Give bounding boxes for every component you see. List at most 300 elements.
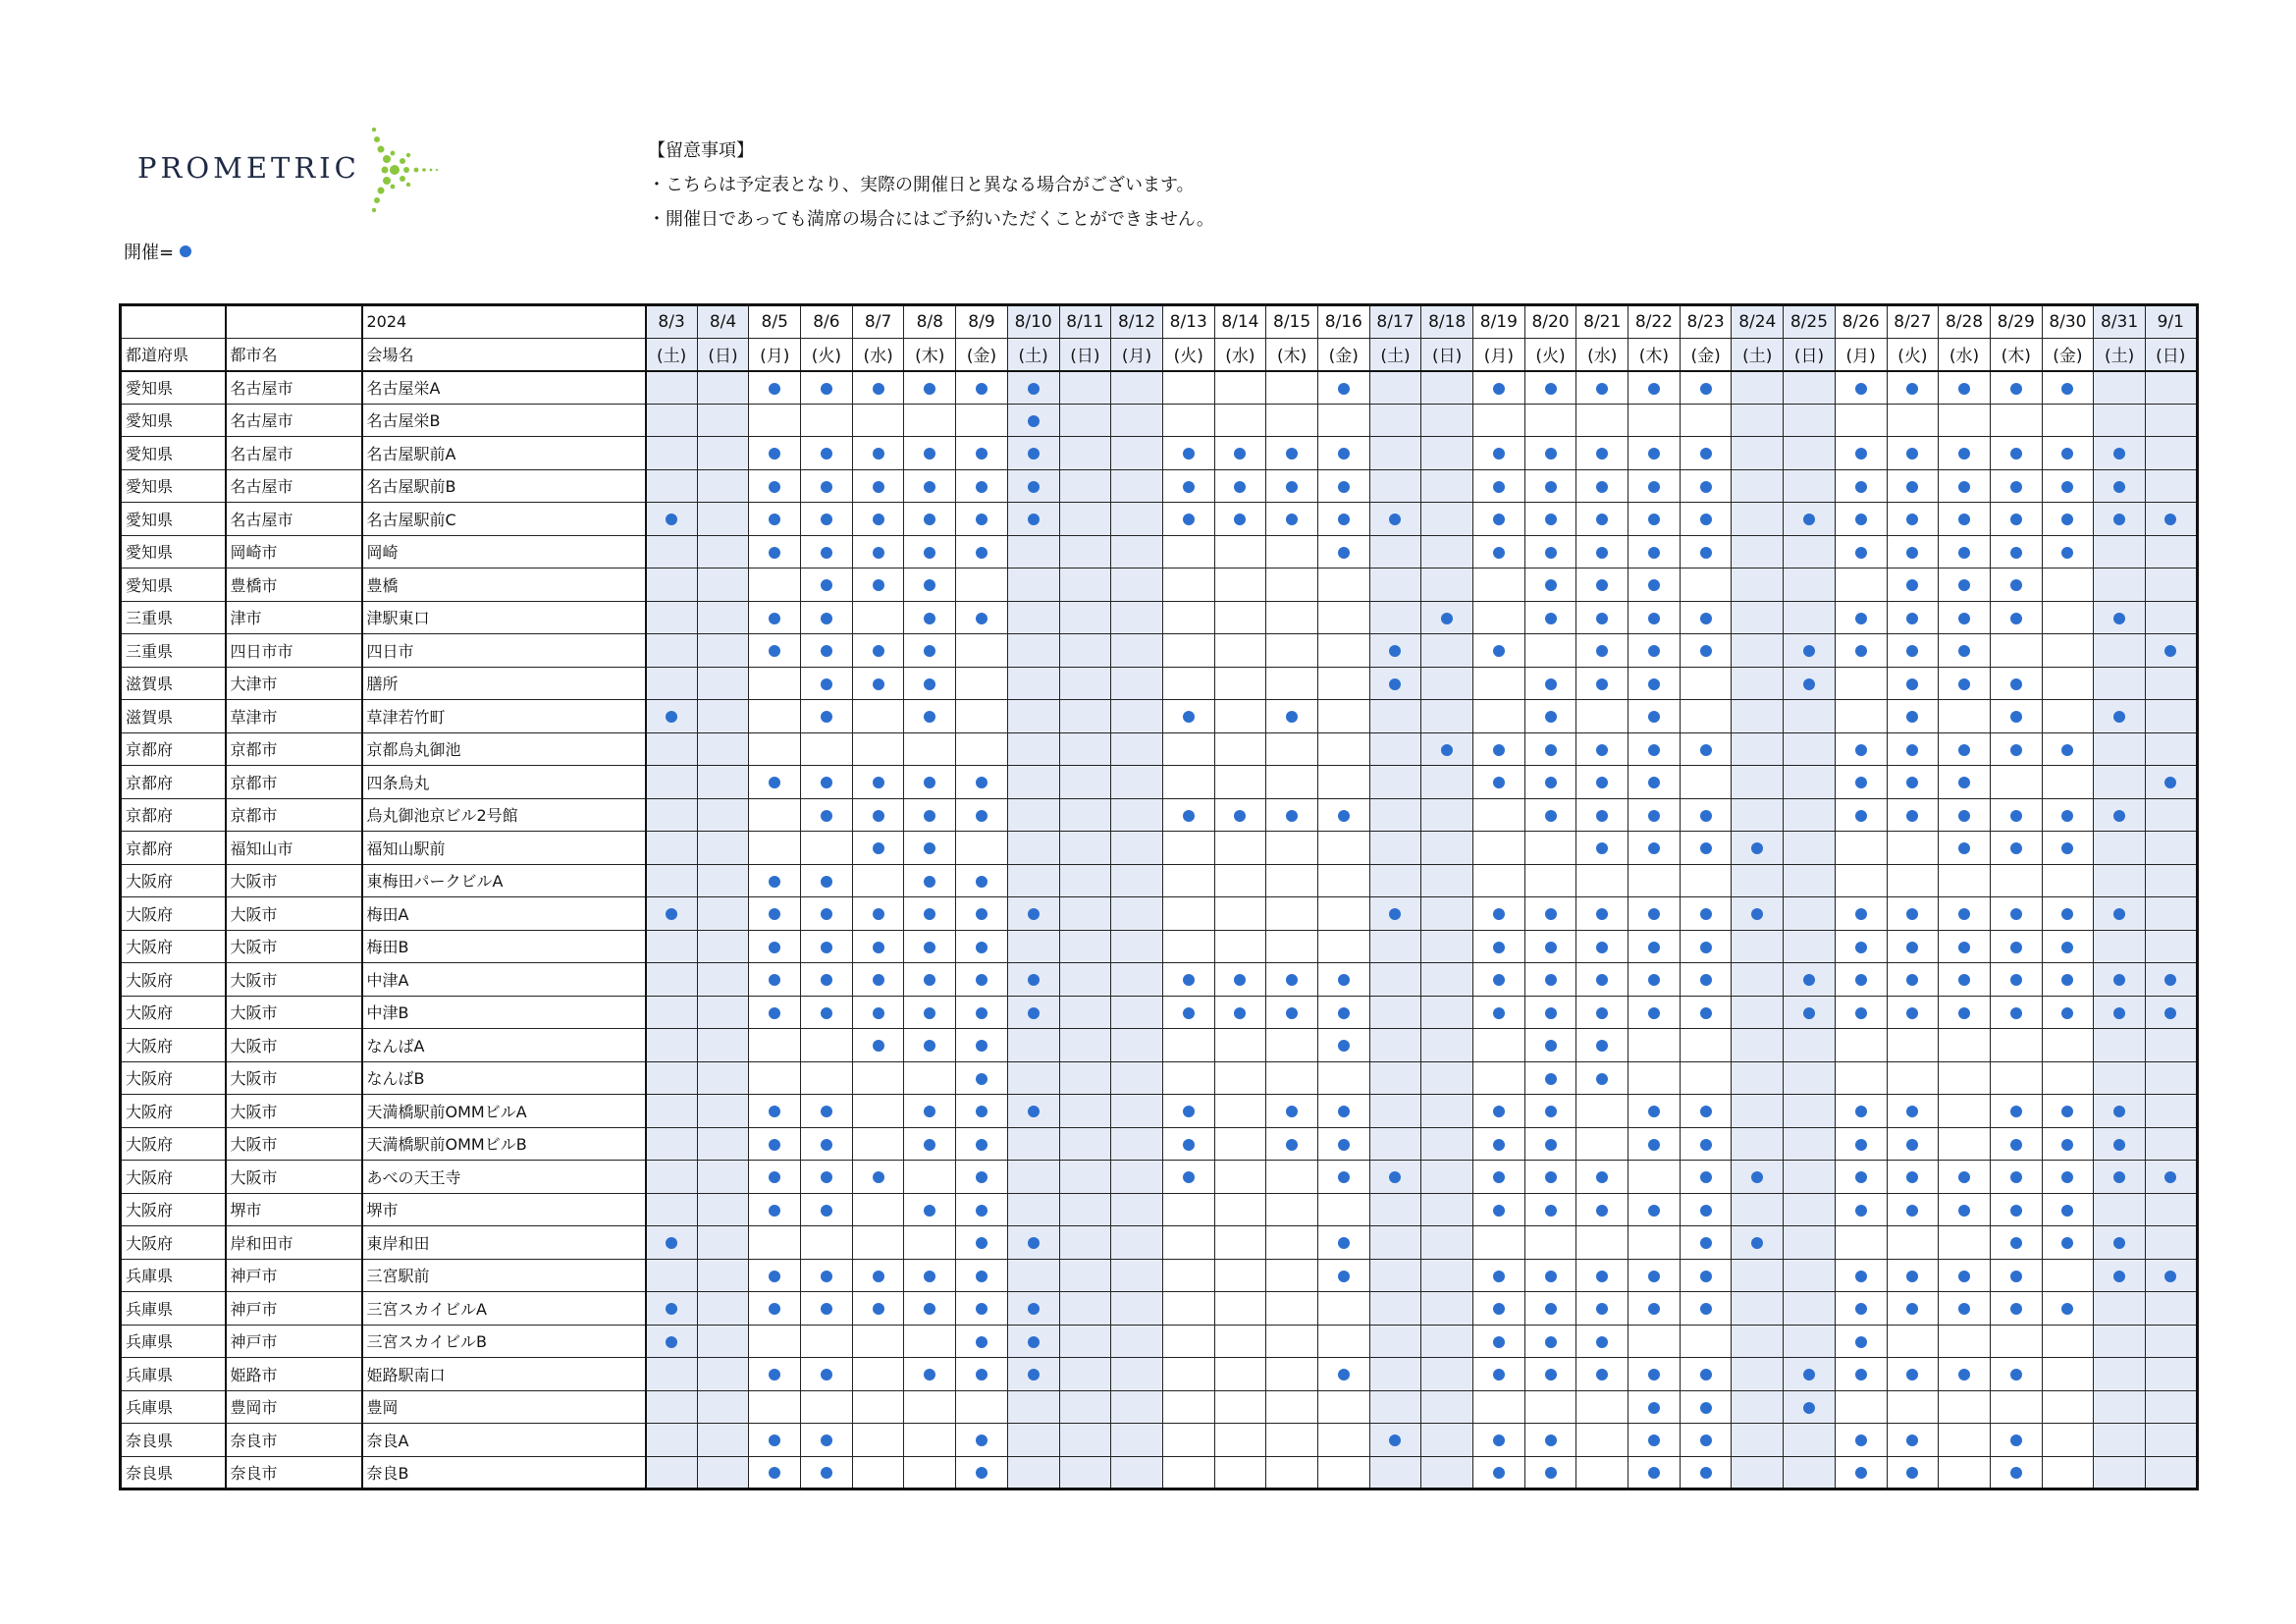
schedule-cell [956, 700, 1008, 733]
schedule-cell [1317, 1292, 1369, 1326]
schedule-cell [1266, 1424, 1318, 1457]
held-mark-icon [2061, 514, 2073, 525]
venue-cell: 津駅東口 [362, 601, 646, 634]
prefecture-cell: 奈良県 [121, 1424, 226, 1457]
header-weekday: (日) [1421, 338, 1473, 371]
held-mark-icon [1493, 547, 1505, 559]
schedule-cell [2145, 1095, 2197, 1128]
schedule-cell [1007, 469, 1059, 503]
schedule-cell [1680, 1095, 1732, 1128]
held-mark-icon [924, 908, 935, 920]
held-mark-icon [976, 448, 988, 460]
venue-cell: 四条烏丸 [362, 766, 646, 799]
held-mark-icon [1751, 842, 1763, 854]
schedule-cell [1421, 1424, 1473, 1457]
schedule-cell [1473, 535, 1525, 568]
schedule-cell [1266, 930, 1318, 963]
held-mark-icon [769, 1467, 780, 1479]
legend [124, 239, 191, 264]
schedule-cell [1059, 798, 1111, 832]
held-mark-icon [1596, 579, 1608, 591]
held-mark-icon [1751, 1237, 1763, 1249]
held-mark-icon [1389, 908, 1401, 920]
schedule-cell [1629, 1061, 1681, 1095]
schedule-cell [1990, 897, 2042, 931]
schedule-cell [1939, 1292, 1991, 1326]
schedule-cell [1111, 963, 1163, 997]
held-mark-icon [924, 1205, 935, 1217]
schedule-cell [1162, 1259, 1214, 1292]
prefecture-cell: 大阪府 [121, 864, 226, 897]
held-mark-icon [1906, 678, 1918, 690]
schedule-cell [2042, 832, 2094, 865]
schedule-cell [904, 1424, 956, 1457]
schedule-cell [1369, 996, 1421, 1029]
schedule-cell [1629, 930, 1681, 963]
held-mark-icon [1286, 1007, 1298, 1019]
schedule-cell [852, 864, 904, 897]
city-cell: 岸和田市 [226, 1226, 362, 1260]
schedule-cell [1473, 766, 1525, 799]
schedule-cell [1732, 1029, 1784, 1062]
schedule-cell [1369, 864, 1421, 897]
held-mark-icon [2061, 810, 2073, 822]
schedule-cell [1317, 1226, 1369, 1260]
city-cell: 大阪市 [226, 1161, 362, 1194]
schedule-cell [801, 930, 853, 963]
schedule-cell [2094, 1095, 2146, 1128]
header-date: 8/20 [1524, 305, 1576, 339]
schedule-cell [1576, 469, 1629, 503]
venue-cell: 福知山駅前 [362, 832, 646, 865]
held-mark-icon [1700, 481, 1712, 493]
held-mark-icon [1958, 1303, 1970, 1315]
held-mark-icon [2010, 942, 2022, 953]
schedule-cell [2094, 897, 2146, 931]
table-row [121, 1226, 2198, 1260]
schedule-cell [1524, 996, 1576, 1029]
schedule-cell [904, 732, 956, 766]
schedule-cell [1214, 700, 1266, 733]
held-mark-icon [2010, 613, 2022, 624]
held-mark-icon [1958, 645, 1970, 657]
header-weekday: (木) [1990, 338, 2042, 371]
schedule-cell [2145, 601, 2197, 634]
city-cell: 津市 [226, 601, 362, 634]
held-mark-icon [1906, 1435, 1918, 1446]
schedule-cell [1680, 1325, 1732, 1358]
schedule-cell [1629, 371, 1681, 405]
schedule-cell [1214, 535, 1266, 568]
schedule-cell [1784, 1095, 1836, 1128]
schedule-cell [1990, 766, 2042, 799]
schedule-cell [1576, 832, 1629, 865]
schedule-cell [646, 1390, 698, 1424]
schedule-cell [1007, 700, 1059, 733]
schedule-cell [2145, 996, 2197, 1029]
schedule-cell [1473, 798, 1525, 832]
schedule-cell [697, 963, 749, 997]
prefecture-cell: 大阪府 [121, 1095, 226, 1128]
schedule-cell [801, 732, 853, 766]
schedule-cell [956, 996, 1008, 1029]
schedule-cell [1990, 1029, 2042, 1062]
schedule-cell [956, 535, 1008, 568]
schedule-cell [1369, 930, 1421, 963]
held-mark-icon [873, 1271, 884, 1282]
schedule-cell [1680, 1061, 1732, 1095]
header-date: 8/16 [1317, 305, 1369, 339]
schedule-cell [1317, 535, 1369, 568]
held-mark-icon [666, 1303, 677, 1315]
held-mark-icon [2010, 481, 2022, 493]
schedule-cell [1784, 437, 1836, 470]
schedule-cell [1629, 1095, 1681, 1128]
held-mark-icon [924, 777, 935, 788]
schedule-cell [1732, 963, 1784, 997]
schedule-cell [1473, 371, 1525, 405]
held-mark-icon [1545, 711, 1557, 723]
schedule-cell [1732, 1193, 1784, 1226]
schedule-cell [1939, 601, 1991, 634]
held-mark-icon [1545, 974, 1557, 986]
held-mark-icon [1545, 1271, 1557, 1282]
prefecture-cell: 愛知県 [121, 437, 226, 470]
held-mark-icon [924, 1303, 935, 1315]
held-mark-icon [1648, 1467, 1660, 1479]
held-mark-icon [1958, 547, 1970, 559]
schedule-cell [904, 1226, 956, 1260]
schedule-cell [1266, 1259, 1318, 1292]
schedule-cell [1835, 437, 1887, 470]
held-mark-icon [1648, 645, 1660, 657]
schedule-cell [697, 1259, 749, 1292]
schedule-cell [1421, 798, 1473, 832]
schedule-cell [801, 503, 853, 536]
city-cell: 名古屋市 [226, 469, 362, 503]
schedule-cell [749, 667, 801, 700]
held-mark-icon [976, 1467, 988, 1479]
schedule-cell [749, 1029, 801, 1062]
schedule-cell [1732, 1325, 1784, 1358]
schedule-cell [1369, 1061, 1421, 1095]
schedule-cell [2042, 601, 2094, 634]
schedule-cell [2042, 535, 2094, 568]
held-mark-icon [1648, 1007, 1660, 1019]
schedule-cell [1680, 601, 1732, 634]
schedule-cell [1007, 1259, 1059, 1292]
held-mark-icon [2010, 547, 2022, 559]
schedule-cell [801, 568, 853, 602]
city-cell: 大阪市 [226, 1029, 362, 1062]
held-mark-icon [1700, 613, 1712, 624]
table-row [121, 1292, 2198, 1326]
held-mark-icon [1855, 1205, 1867, 1217]
schedule-cell [1111, 1456, 1163, 1489]
header-weekday: (金) [1317, 338, 1369, 371]
header-weekday: (日) [1784, 338, 1836, 371]
schedule-cell [1939, 437, 1991, 470]
city-cell: 福知山市 [226, 832, 362, 865]
schedule-cell [956, 1424, 1008, 1457]
schedule-cell [1990, 1259, 2042, 1292]
venue-cell: なんばB [362, 1061, 646, 1095]
schedule-cell [1524, 930, 1576, 963]
schedule-cell [1524, 1358, 1576, 1391]
schedule-cell [1524, 864, 1576, 897]
held-mark-icon [976, 1369, 988, 1380]
schedule-cell [1266, 503, 1318, 536]
held-mark-icon [1234, 810, 1246, 822]
held-mark-icon [1545, 678, 1557, 690]
schedule-cell [1059, 404, 1111, 437]
held-mark-icon [2113, 974, 2125, 986]
schedule-cell [1576, 930, 1629, 963]
schedule-cell [1214, 864, 1266, 897]
schedule-cell [1111, 1226, 1163, 1260]
schedule-cell [2042, 667, 2094, 700]
schedule-cell [749, 1292, 801, 1326]
schedule-cell [1421, 1029, 1473, 1062]
held-mark-icon [1958, 777, 1970, 788]
table-row [121, 700, 2198, 733]
schedule-cell [2094, 1259, 2146, 1292]
schedule-cell [1524, 568, 1576, 602]
schedule-cell [904, 1259, 956, 1292]
schedule-cell [1007, 732, 1059, 766]
schedule-cell [1369, 535, 1421, 568]
held-mark-icon [873, 678, 884, 690]
schedule-cell [1990, 404, 2042, 437]
venue-cell: 天満橋駅前OMMビルB [362, 1127, 646, 1161]
held-mark-icon [924, 678, 935, 690]
held-mark-icon [1906, 1106, 1918, 1117]
schedule-cell [2042, 1325, 2094, 1358]
schedule-cell [1576, 1259, 1629, 1292]
schedule-cell [1266, 996, 1318, 1029]
held-mark-icon [821, 1205, 832, 1217]
held-mark-icon [1545, 1007, 1557, 1019]
schedule-cell [1007, 897, 1059, 931]
schedule-cell [1524, 766, 1576, 799]
schedule-cell [1369, 1456, 1421, 1489]
held-mark-icon [821, 1467, 832, 1479]
held-mark-icon [1958, 678, 1970, 690]
held-mark-icon [821, 777, 832, 788]
schedule-cell [1732, 1456, 1784, 1489]
schedule-cell [1111, 1193, 1163, 1226]
held-mark-icon [666, 1336, 677, 1348]
header-empty-cell [121, 305, 226, 339]
held-mark-icon [1700, 1271, 1712, 1282]
schedule-cell [1162, 1358, 1214, 1391]
held-mark-icon [1803, 1007, 1815, 1019]
held-mark-icon [1028, 1336, 1040, 1348]
schedule-cell [1887, 667, 1939, 700]
schedule-cell [2042, 568, 2094, 602]
schedule-cell [1835, 1325, 1887, 1358]
held-mark-icon [1596, 810, 1608, 822]
schedule-cell [1421, 930, 1473, 963]
held-mark-icon [1338, 383, 1350, 395]
held-mark-icon [924, 1040, 935, 1052]
schedule-cell [1732, 766, 1784, 799]
schedule-cell [1317, 371, 1369, 405]
held-mark-icon [924, 383, 935, 395]
header-date: 8/8 [904, 305, 956, 339]
schedule-cell [646, 469, 698, 503]
held-mark-icon [2010, 383, 2022, 395]
schedule-cell [1214, 1292, 1266, 1326]
held-mark-icon [769, 383, 780, 395]
schedule-cell [1214, 601, 1266, 634]
held-mark-icon [1648, 1106, 1660, 1117]
schedule-cell [801, 897, 853, 931]
schedule-cell [1524, 371, 1576, 405]
held-mark-icon [1906, 974, 1918, 986]
prefecture-cell: 大阪府 [121, 897, 226, 931]
table-row [121, 996, 2198, 1029]
schedule-cell [1214, 404, 1266, 437]
held-mark-icon [1648, 744, 1660, 756]
held-mark-icon [1906, 1303, 1918, 1315]
schedule-cell [1317, 1193, 1369, 1226]
schedule-cell [904, 1061, 956, 1095]
held-mark-icon [1906, 1467, 1918, 1479]
schedule-cell [1835, 996, 1887, 1029]
schedule-cell [1007, 634, 1059, 668]
schedule-cell [1266, 766, 1318, 799]
city-cell: 豊橋市 [226, 568, 362, 602]
schedule-cell [852, 404, 904, 437]
schedule-cell [1369, 832, 1421, 865]
schedule-cell [1835, 469, 1887, 503]
schedule-cell [1317, 1095, 1369, 1128]
schedule-cell [2094, 1325, 2146, 1358]
city-cell: 名古屋市 [226, 404, 362, 437]
schedule-cell [1576, 667, 1629, 700]
schedule-cell [1680, 1456, 1732, 1489]
schedule-cell [852, 535, 904, 568]
held-mark-icon [1389, 514, 1401, 525]
held-mark-icon [1906, 1171, 1918, 1183]
schedule-cell [1887, 897, 1939, 931]
schedule-cell [904, 897, 956, 931]
schedule-cell [1111, 437, 1163, 470]
held-mark-icon [1958, 1007, 1970, 1019]
schedule-cell [1317, 1061, 1369, 1095]
schedule-cell [1421, 1095, 1473, 1128]
schedule-cell [697, 1029, 749, 1062]
schedule-cell [1266, 1325, 1318, 1358]
prefecture-cell: 滋賀県 [121, 700, 226, 733]
schedule-cell [1266, 1095, 1318, 1128]
held-mark-icon [924, 1139, 935, 1151]
schedule-cell [1421, 1358, 1473, 1391]
header-weekday: (水) [852, 338, 904, 371]
venue-cell: 名古屋栄A [362, 371, 646, 405]
schedule-cell [1524, 1226, 1576, 1260]
schedule-cell [1524, 437, 1576, 470]
schedule-cell [801, 1358, 853, 1391]
held-mark-icon [1648, 481, 1660, 493]
schedule-cell [1835, 667, 1887, 700]
schedule-cell [1369, 766, 1421, 799]
schedule-cell [1111, 371, 1163, 405]
schedule-cell [749, 404, 801, 437]
schedule-cell [1421, 1325, 1473, 1358]
prefecture-cell: 大阪府 [121, 1193, 226, 1226]
held-mark-icon [1803, 1369, 1815, 1380]
held-mark-icon [1234, 514, 1246, 525]
header-date: 8/24 [1732, 305, 1784, 339]
legend-label: 開催= [124, 243, 175, 263]
schedule-cell [1369, 404, 1421, 437]
schedule-cell [646, 1456, 698, 1489]
schedule-cell [1784, 601, 1836, 634]
schedule-cell [1784, 1061, 1836, 1095]
held-mark-icon [924, 613, 935, 624]
held-mark-icon [1855, 514, 1867, 525]
schedule-cell [852, 897, 904, 931]
held-mark-icon [1700, 1205, 1712, 1217]
schedule-cell [1162, 864, 1214, 897]
schedule-cell [1784, 1456, 1836, 1489]
prefecture-cell: 兵庫県 [121, 1259, 226, 1292]
held-mark-icon [2113, 481, 2125, 493]
schedule-cell [1939, 568, 1991, 602]
held-mark-icon [1493, 744, 1505, 756]
held-mark-icon [976, 481, 988, 493]
held-mark-icon [873, 645, 884, 657]
schedule-cell [1059, 996, 1111, 1029]
schedule-cell [1059, 1325, 1111, 1358]
schedule-cell [1214, 568, 1266, 602]
held-mark-icon [1183, 481, 1195, 493]
schedule-cell [1524, 601, 1576, 634]
held-mark-icon [821, 383, 832, 395]
schedule-cell [2145, 568, 2197, 602]
schedule-cell [1680, 1292, 1732, 1326]
schedule-cell [2042, 1292, 2094, 1326]
held-mark-icon [976, 383, 988, 395]
schedule-cell [1576, 1292, 1629, 1326]
schedule-cell [646, 732, 698, 766]
schedule-cell [1111, 601, 1163, 634]
schedule-cell [1732, 832, 1784, 865]
schedule-cell [1990, 1390, 2042, 1424]
held-mark-icon [1648, 1435, 1660, 1446]
held-mark-icon [2010, 1205, 2022, 1217]
held-mark-icon [873, 974, 884, 986]
held-mark-icon [1183, 448, 1195, 460]
held-mark-icon [976, 1336, 988, 1348]
prefecture-cell: 兵庫県 [121, 1390, 226, 1424]
prefecture-cell: 兵庫県 [121, 1358, 226, 1391]
schedule-cell [1369, 1029, 1421, 1062]
held-mark-icon [1028, 1106, 1040, 1117]
schedule-cell [2094, 667, 2146, 700]
schedule-cell [1111, 1292, 1163, 1326]
held-mark-icon [769, 1271, 780, 1282]
schedule-cell [646, 1325, 698, 1358]
held-mark-icon [821, 645, 832, 657]
schedule-cell [1990, 535, 2042, 568]
held-mark-icon [1338, 1237, 1350, 1249]
prefecture-cell: 愛知県 [121, 568, 226, 602]
schedule-cell [2042, 1095, 2094, 1128]
schedule-cell [904, 798, 956, 832]
